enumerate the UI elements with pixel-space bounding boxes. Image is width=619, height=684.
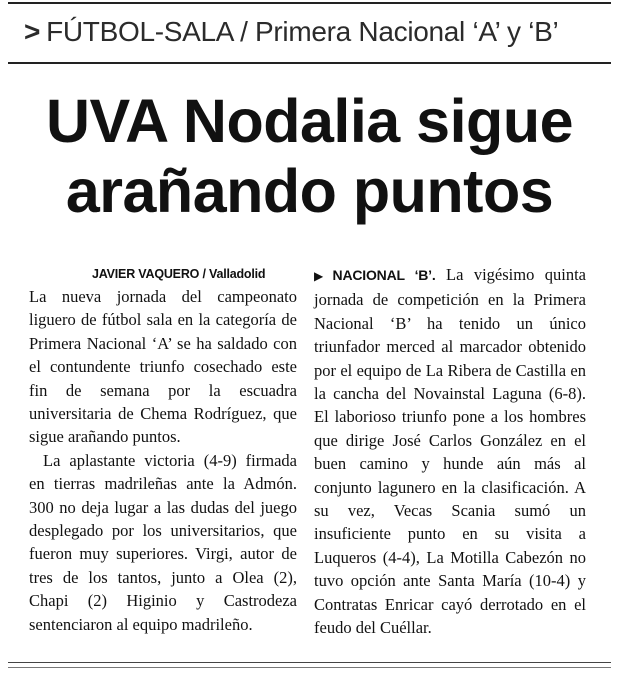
bottom-rule xyxy=(8,662,611,663)
headline-line-1: UVA Nodalia sigue xyxy=(45,87,574,155)
section-header xyxy=(24,16,604,64)
header-rule xyxy=(8,62,611,64)
section-title: FÚTBOL-SALA / Primera Nacional ‘A’ y ‘B’ xyxy=(46,16,559,47)
top-rule xyxy=(8,2,611,4)
headline-line-2: arañando puntos xyxy=(65,157,554,225)
left-column xyxy=(29,263,297,636)
right-column xyxy=(314,263,586,640)
bottom-rule-secondary xyxy=(8,667,611,668)
headline xyxy=(0,86,619,226)
subsection-text: La vigésimo quinta jornada de competición en la Primera Nacional ‘B’ ha tenido un único triunfador merced al marcador obtenido por el equipo de La Ribera de Castilla en la cancha del Novainstal Laguna (6-8). El laborioso triunfo pone a los hombres que dirige José Carlos González en el buen camino y hunde aún más al conjunto lagunero en la clasificación. A su vez, Vecas Scania sumó un insuficiente punto en su visita a Luqueros (4-4), La Motilla Cabezón no tuvo opción ante Santa María (10-4) y Contratas Enricar cayó derrotado en el feudo del Cuéllar. xyxy=(314,265,586,638)
byline: JAVIER VAQUERO / Valladolid xyxy=(92,267,266,281)
lead-arrow-icon: ▶ xyxy=(314,269,330,283)
article-paragraph-2: La aplastante victoria (4-9) firmada en tierras madrileñas ante la Admón. 300 no deja lugar a las dudas del juego desplegado por los universitarios, que fueron muy superiores. Virgi, autor de tres de los tantos, junto a Olea (2), Chapi (2) Higinio y Castrodeza sentenciaron al equipo madrileño. xyxy=(29,450,297,634)
article-paragraph-3 xyxy=(314,263,586,640)
article-paragraph-1: La nueva jornada del campeonato liguero de fútbol sala en la categoría de Primera Nacional ‘A’ se ha saldado con el contundente triunfo cosechado este fin de semana por la escuadra universitaria de Chema Rodríguez, que sigue arañando puntos. xyxy=(29,287,297,447)
section-arrow-icon: > xyxy=(24,16,41,47)
subsection-lead: NACIONAL ‘B’. xyxy=(332,267,436,283)
